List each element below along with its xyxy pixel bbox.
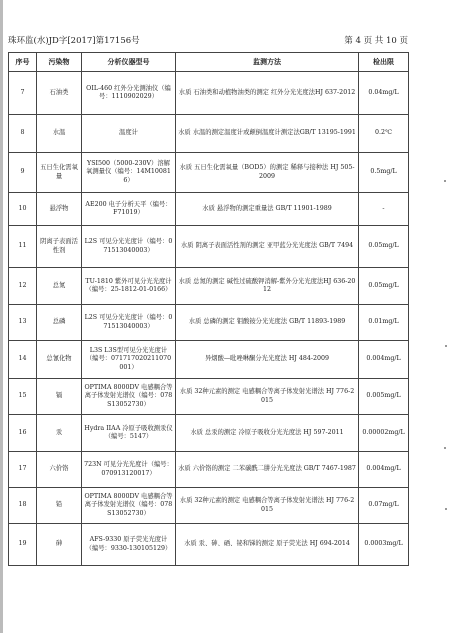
detection-limit-cell: 0.005mg/L	[359, 379, 409, 415]
detection-limit-cell: 0.07mg/L	[359, 488, 409, 524]
instrument-cell: OPTIMA 8000DV 电感耦合等离子体发射光谱仪（编号：078S13052730）	[82, 488, 176, 524]
instrument-cell: L2S 可见分光光度计（编号：071513040003）	[82, 305, 176, 341]
pollutant-cell: 总磷	[37, 305, 82, 341]
table-row	[9, 153, 409, 193]
detection-limit-cell: 0.04mg/L	[359, 72, 409, 115]
col-header-instrument: 分析仪器型号	[82, 53, 176, 72]
row-number: 18	[9, 488, 37, 524]
col-header-pollutant: 污染物	[37, 53, 82, 72]
table-row	[9, 341, 409, 379]
instrument-cell: OIL-460 红外分光测油仪（编号：1110902029）	[82, 72, 176, 115]
row-number: 11	[9, 226, 37, 268]
table-row	[9, 268, 409, 305]
pollutant-cell: 悬浮物	[37, 193, 82, 226]
table-row	[9, 524, 409, 566]
scan-speck	[445, 508, 447, 510]
pollutant-cell: 汞	[37, 415, 82, 452]
method-cell: 水质 六价铬的测定 二苯碳酰二肼分光光度法 GB/T 7467-1987	[176, 452, 359, 488]
method-cell: 水质 水温的测定温度计或颠倒温度计测定法GB/T 13195-1991	[176, 115, 359, 153]
table-row	[9, 193, 409, 226]
detection-limit-cell: 0.00002mg/L	[359, 415, 409, 452]
instrument-cell: L3S L3S型可见分光光度计（编号：071717020211070001）	[82, 341, 176, 379]
pollutant-cell: 铅	[37, 488, 82, 524]
scan-speck	[444, 180, 446, 182]
row-number: 17	[9, 452, 37, 488]
col-header-no: 序号	[9, 53, 37, 72]
method-cell: 水质 32种元素的测定 电感耦合等离子体发射光谱法 HJ 776-2015	[176, 488, 359, 524]
method-cell: 水质 石油类和动植物油类的测定 红外分光光度法HJ 637-2012	[176, 72, 359, 115]
row-number: 16	[9, 415, 37, 452]
scan-edge-shadow	[0, 0, 3, 633]
table-row	[9, 226, 409, 268]
method-cell: 异烟酸—吡唑啉酮分光光度法 HJ 484-2009	[176, 341, 359, 379]
instrument-cell: YSI500（5000-230V）溶解氧测量仪（编号：14M100816）	[82, 153, 176, 193]
detection-limit-cell: 0.05mg/L	[359, 226, 409, 268]
detection-limit-cell: 0.004mg/L	[359, 341, 409, 379]
monitoring-methods-table	[8, 52, 409, 566]
pollutant-cell: 阴离子表面活性剂	[37, 226, 82, 268]
method-cell: 水质 总汞的测定 冷原子吸收分光光度法 HJ 597-2011	[176, 415, 359, 452]
instrument-cell: AE200 电子分析天平（编号：F71019）	[82, 193, 176, 226]
table-row	[9, 72, 409, 115]
instrument-cell: L2S 可见分光光度计（编号：071513040003）	[82, 226, 176, 268]
detection-limit-cell: 0.5mg/L	[359, 153, 409, 193]
instrument-cell: 723N 可见分光光度计（编号：070913120017）	[82, 452, 176, 488]
row-number: 10	[9, 193, 37, 226]
method-cell: 水质 总磷的测定 钼酸铵分光光度法 GB/T 11893-1989	[176, 305, 359, 341]
pollutant-cell: 砷	[37, 524, 82, 566]
scan-speck	[445, 345, 447, 347]
pollutant-cell: 五日生化需氧量	[37, 153, 82, 193]
instrument-cell: Hydra IIAA 冷原子吸收测汞仪（编号：5147）	[82, 415, 176, 452]
detection-limit-cell: 0.0003mg/L	[359, 524, 409, 566]
detection-limit-cell: 0.05mg/L	[359, 268, 409, 305]
instrument-cell: 温度计	[82, 115, 176, 153]
col-header-limit: 检出限	[359, 53, 409, 72]
table-header-row	[9, 53, 409, 72]
scan-speck	[444, 447, 446, 449]
method-cell: 水质 五日生化需氧量（BOD5）的测定 稀释与接种法 HJ 505-2009	[176, 153, 359, 193]
detection-limit-cell: 0.004mg/L	[359, 452, 409, 488]
row-number: 7	[9, 72, 37, 115]
detection-limit-cell: 0.2℃	[359, 115, 409, 153]
table-row	[9, 488, 409, 524]
detection-limit-cell: 0.01mg/L	[359, 305, 409, 341]
page-number: 第 4 页 共 10 页	[344, 36, 408, 46]
row-number: 8	[9, 115, 37, 153]
instrument-cell: TU-1810 紫外可见分光光度计（编号：25-1812-01-0166）	[82, 268, 176, 305]
table-row	[9, 452, 409, 488]
row-number: 19	[9, 524, 37, 566]
row-number: 9	[9, 153, 37, 193]
pollutant-cell: 总氰化物	[37, 341, 82, 379]
method-cell: 水质 汞、砷、硒、铋和锑的测定 原子荧光法 HJ 694-2014	[176, 524, 359, 566]
method-cell: 水质 阴离子表面活性剂的测定 亚甲蓝分光光度法 GB/T 7494	[176, 226, 359, 268]
col-header-method: 监测方法	[176, 53, 359, 72]
pollutant-cell: 水温	[37, 115, 82, 153]
row-number: 14	[9, 341, 37, 379]
method-cell: 水质 32种元素的测定 电感耦合等离子体发射光谱法 HJ 776-2015	[176, 379, 359, 415]
table-row	[9, 115, 409, 153]
pollutant-cell: 石油类	[37, 72, 82, 115]
table-row	[9, 305, 409, 341]
row-number: 12	[9, 268, 37, 305]
table-row	[9, 415, 409, 452]
pollutant-cell: 总氮	[37, 268, 82, 305]
doc-number: 珠环监(水)JD字[2017]第17156号	[8, 36, 140, 46]
method-cell: 水质 总氮的测定 碱性过硫酸钾消解-紫外分光光度法HJ 636-2012	[176, 268, 359, 305]
method-cell: 水质 悬浮物的测定重量法 GB/T 11901-1989	[176, 193, 359, 226]
table-row	[9, 379, 409, 415]
pollutant-cell: 六价铬	[37, 452, 82, 488]
pollutant-cell: 镉	[37, 379, 82, 415]
instrument-cell: OPTIMA 8000DV 电感耦合等离子体发射光谱仪（编号：078S13052730）	[82, 379, 176, 415]
instrument-cell: AFS-9330 原子荧光光度计（编号：9330-130105129）	[82, 524, 176, 566]
detection-limit-cell: -	[359, 193, 409, 226]
row-number: 13	[9, 305, 37, 341]
row-number: 15	[9, 379, 37, 415]
